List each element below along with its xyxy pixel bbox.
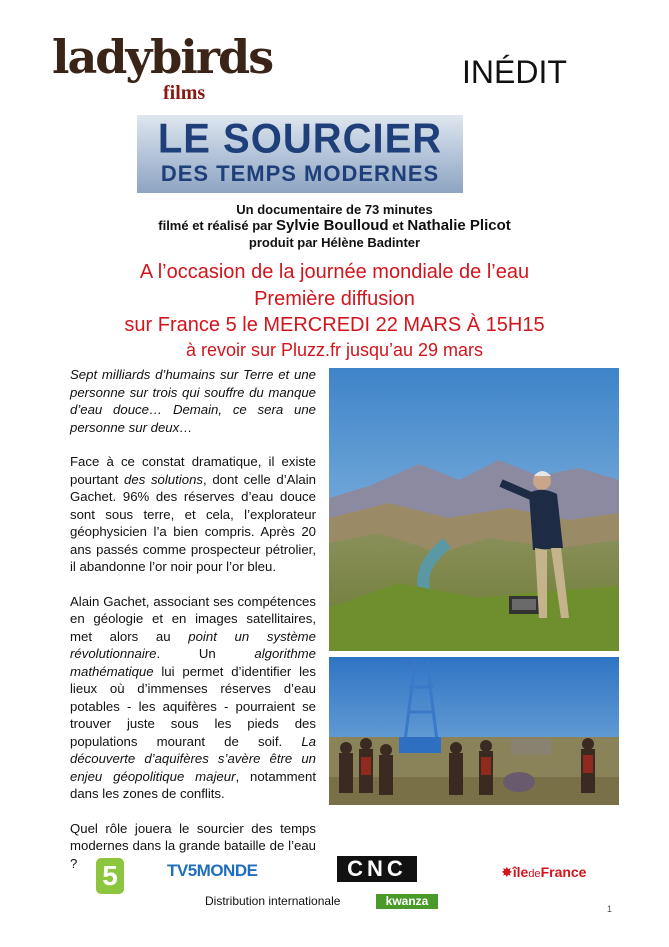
paragraph-2 (70, 453, 316, 576)
france5-logo-text: 5 (102, 860, 118, 891)
idf-text-c: France (540, 864, 587, 880)
paragraph-question: Quel rôle jouera le sourcier des temps modernes dans la grande bataille de l’eau ? (70, 820, 316, 871)
distribution-label: Distribution internationale (205, 894, 341, 908)
announcement-line-2: Première diffusion (254, 288, 415, 310)
announcement-line-1: A l’occasion de la journée mondiale de l’eau (139, 261, 530, 283)
paragraph-intro: Sept milliards d’humains sur Terre et une personne sur trois qui souffre du manque d’eau douce… Demain, ce sera une personne sur deux… (70, 367, 316, 435)
title-banner (137, 115, 463, 193)
page-number: 1 (607, 904, 613, 914)
ile-de-france-star-icon: ✸ (501, 864, 513, 880)
p3-g: , notamment dans les zones de conflits. (70, 768, 316, 801)
credit-directed-by: filmé et réalisé par (158, 218, 273, 233)
credit-producer: produit par Hélène Badinter (248, 235, 421, 250)
idf-text-a: île (512, 864, 529, 880)
body-text (70, 366, 316, 889)
p2-d: des solutions (124, 471, 204, 487)
paragraph-3 (70, 593, 316, 803)
drilling-site-illustration (329, 657, 619, 805)
cnc-logo: CNC (337, 856, 417, 882)
credit-duration: Un documentaire de 73 minutes (236, 202, 433, 217)
ile-de-france-logo (501, 864, 586, 881)
p3-f: La découverte d’aquifères s’avère être un enjeu géopolitique majeur (70, 733, 316, 784)
announcement-line-4: à revoir sur Pluzz.fr jusqu’au 29 mars (185, 340, 484, 360)
idf-text-b: de (528, 868, 541, 880)
p3-b: point un système révolutionnaire (70, 628, 316, 661)
credit-connector: et (392, 218, 404, 233)
credit-directors (0, 218, 669, 234)
p3-c: . Un (156, 646, 255, 661)
p2-b: existe (281, 454, 316, 469)
explorer-photo-illustration (329, 368, 619, 651)
explorer-photo (329, 368, 619, 651)
kwanza-logo: kwanza (376, 894, 438, 909)
p2-c: pourtant (70, 471, 125, 487)
tv5monde-logo: TV5MONDE (167, 861, 258, 880)
p2-a: Face à ce constat dramatique, il (70, 454, 282, 469)
director-2: Nathalie Plicot (407, 217, 511, 234)
title-line-2: DES TEMPS MODERNES (160, 161, 440, 186)
announcement-line-3: sur France 5 le MERCREDI 22 MARS À 15H15 (124, 314, 545, 336)
p3-d: algorithme mathématique (70, 646, 316, 679)
title-line-1: LE SOURCIER (157, 115, 443, 163)
p3-a: Alain Gachet, associant ses compétences en géologie et en images satellitaires, met alors au (70, 593, 316, 644)
status-label: INÉDIT (462, 54, 567, 90)
ladybirds-logo: ladybirds (52, 30, 273, 84)
france5-logo (96, 858, 124, 894)
ladybirds-films-label: films (163, 82, 206, 104)
drilling-site-photo (329, 657, 619, 805)
p3-e: lui permet d’identifier les lieux où d’immenses réserves d’eau potables - les aquifères - pourraient se trouver juste sous les pieds des populations mourant de soif. (70, 663, 316, 749)
p2-e: , dont celle d’Alain Gachet. 96% des réserves d’eau douce sont sous terre, et cela, l’explorateur géophysicien l’a bien compris. Après 20 ans passés comme prospecteur pétrolier, il abandonne l’or noir pour l’or bleu. (70, 471, 316, 574)
director-1: Sylvie Boulloud (276, 217, 389, 234)
